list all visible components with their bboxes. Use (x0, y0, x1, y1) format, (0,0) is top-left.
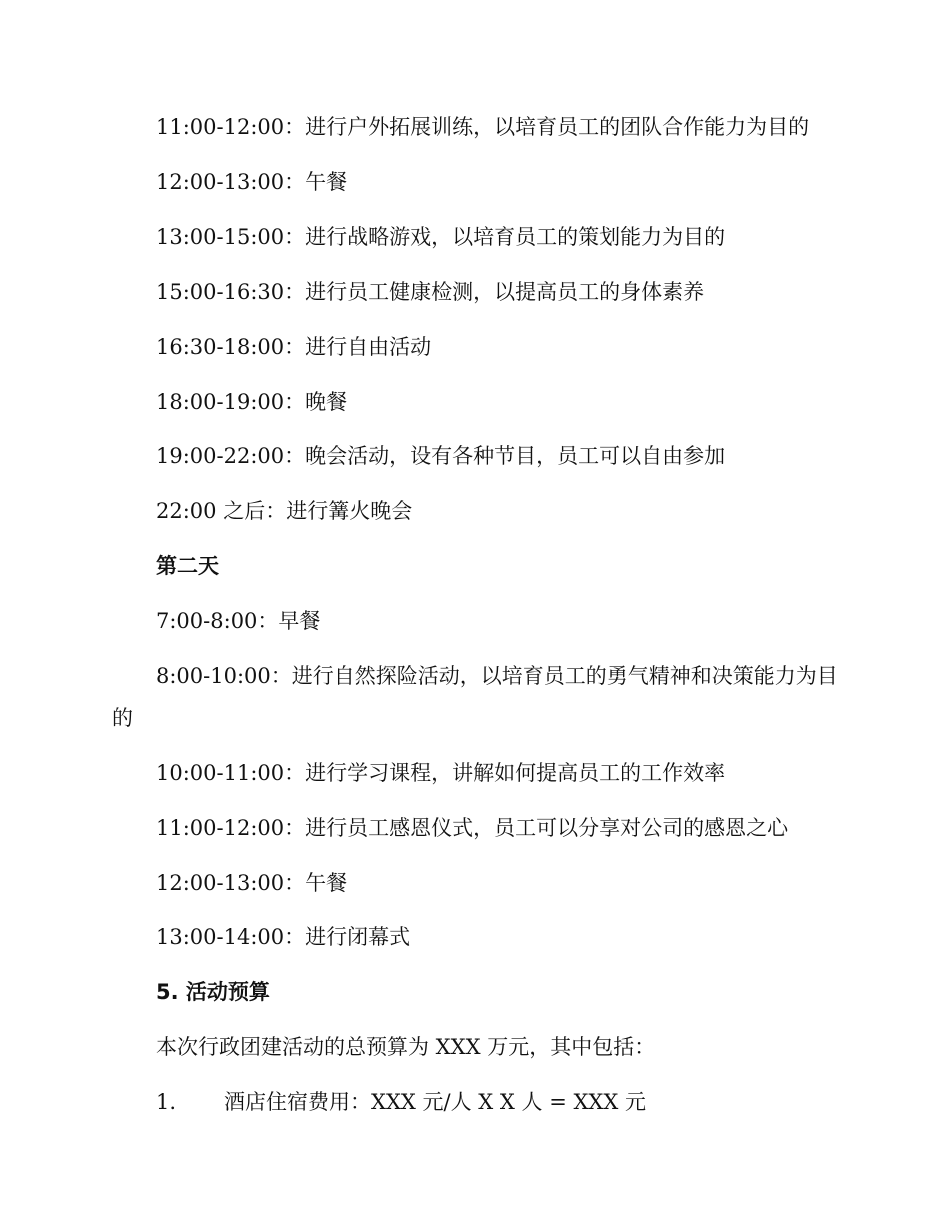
schedule-item: 18:00-19:00：晚餐 (156, 390, 348, 414)
schedule-item: 19:00-22:00：晚会活动，设有各种节目，员工可以自由参加 (156, 444, 726, 468)
schedule-item: 12:00-13:00：午餐 (156, 170, 348, 194)
schedule-item: 13:00-15:00：进行战略游戏，以培育员工的策划能力为目的 (156, 225, 726, 249)
schedule-item: 22:00 之后：进行篝火晚会 (156, 499, 413, 523)
schedule-item: 15:00-16:30：进行员工健康检测，以提高员工的身体素养 (156, 280, 705, 304)
list-number: 1. (156, 1090, 177, 1114)
schedule-item: 11:00-12:00：进行户外拓展训练，以培育员工的团队合作能力为目的 (156, 115, 810, 139)
schedule-item: 13:00-14:00：进行闭幕式 (156, 925, 411, 949)
schedule-item-continuation: 的 (112, 706, 133, 730)
schedule-item: 10:00-11:00：进行学习课程，讲解如何提高员工的工作效率 (156, 761, 726, 785)
day2-heading: 第二天 (156, 554, 219, 578)
budget-heading: 5. 活动预算 (156, 980, 270, 1004)
schedule-item: 7:00-8:00：早餐 (156, 609, 321, 633)
schedule-item: 12:00-13:00：午餐 (156, 871, 348, 895)
schedule-item: 11:00-12:00：进行员工感恩仪式，员工可以分享对公司的感恩之心 (156, 816, 789, 840)
schedule-item: 16:30-18:00：进行自由活动 (156, 335, 432, 359)
list-item-text: 酒店住宿费用：XXX 元/人 X X 人 = XXX 元 (224, 1090, 646, 1114)
schedule-item: 8:00-10:00：进行自然探险活动，以培育员工的勇气精神和决策能力为目 (156, 664, 838, 688)
budget-intro: 本次行政团建活动的总预算为 XXX 万元，其中包括： (156, 1035, 656, 1059)
